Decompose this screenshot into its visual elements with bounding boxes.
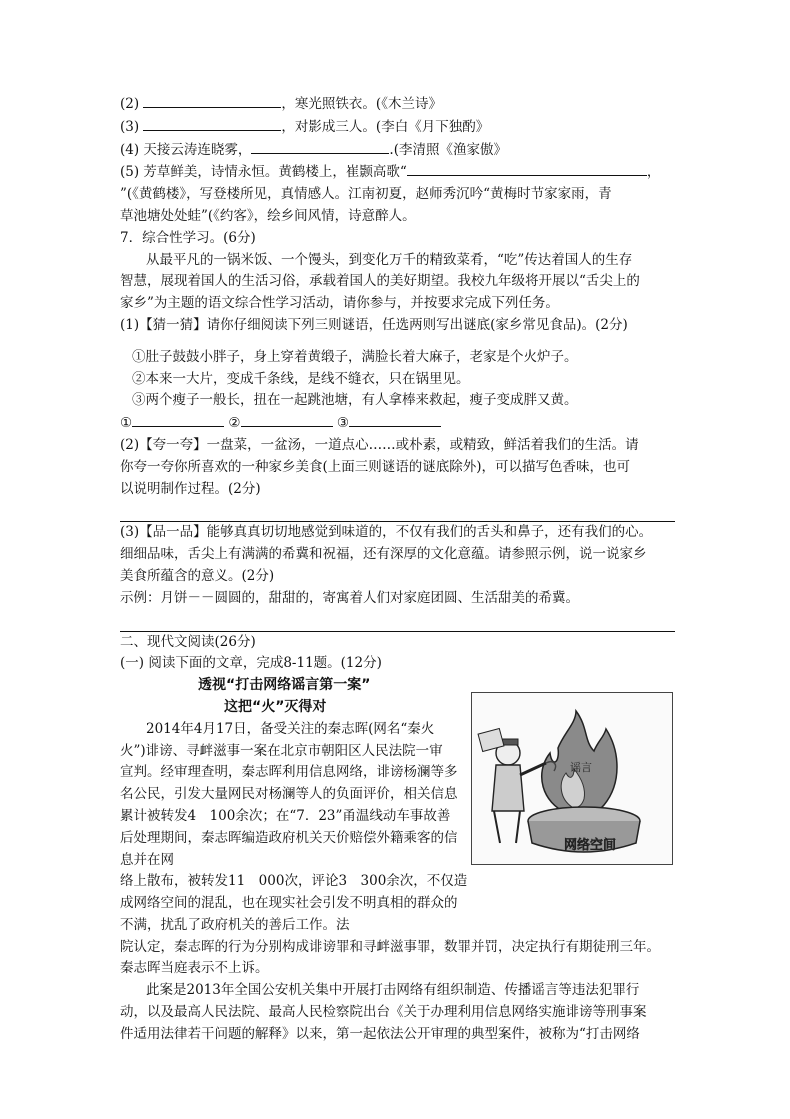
article-paragraph: 息并在网 [120,851,174,868]
answer-line[interactable] [120,500,675,522]
q7-sub3: 细细品味，舌尖上有满满的希冀和祝福，还有深厚的文化意蕴。请参照示例，说一说家乡 [120,546,647,563]
riddle-answers: ① ② ③ [120,412,675,435]
poem-q5-line3: 草池塘处处蛙”(《约客》，绘乡间风情，诗意醉人。 [120,207,416,224]
q7-intro: 从最平凡的一锅米饭、一个馒头，到变化万千的精致菜肴，“吃”传达着国人的生存 [146,251,633,268]
answer-blank[interactable] [143,93,281,108]
poem-q3: (3) ，对影成三人。(李白《月下独酌》 [120,116,675,139]
answer-line[interactable] [120,610,675,632]
poem-q4: (4) 天接云涛连晓雾， .(李清照《渔家傲》 [120,139,675,162]
article-paragraph: 件适用法律若干问题的解释》以来，第一起依法公开审理的典型案件，被称为“打击网络 [120,1025,640,1042]
q7-sub1: (1)【猜一猜】请你仔细阅读下列三则谜语，任选两则写出谜底(家乡常见食品)。(2分) [120,316,628,333]
cartoon-illustration [471,692,673,865]
q7-sub3: 美食所蕴含的意义。(2分) [120,567,275,584]
page-content [120,93,675,1046]
q7-heading: 7．综合性学习。(6分) [120,229,256,246]
answer-blank[interactable] [251,139,389,154]
article-paragraph: 不满，扰乱了政府机关的善后工作。法 [120,916,350,933]
answer-blank[interactable] [349,412,441,427]
article-paragraph: 动，以及最高人民法院、最高人民检察院出台《关于办理利用信息网络实施诽谤等刑事案 [120,1004,647,1021]
article-paragraph: 成网络空间的混乱，也在现实社会引发不明真相的群众的 [120,895,458,912]
answer-blank[interactable] [143,116,281,131]
q7-intro: 智慧，展现着国人的生活习俗，承载着国人的美好期望。我校九年级将开展以“舌尖上的 [120,273,640,290]
answer-blank[interactable] [241,412,333,427]
poem-q2: (2) ，寒光照铁衣。(《木兰诗》 [120,93,675,116]
article-paragraph: 络上散布，被转发11 000次，评论3 300余次，不仅造 [120,873,468,890]
article-subtitle: 这把“火”灭得对 [224,698,327,715]
article-paragraph: 此案是2013年全国公安机关集中开展打击网络有组织制造、传播谣言等违法犯罪行 [146,982,640,999]
poem-q5-line2: ”(《黄鹤楼》，写登楼所见，真情感人。江南初夏，赵师秀沉吟“黄梅时节家家雨，青 [120,186,612,203]
article-paragraph: 火”)诽谤、寻衅滋事一案在北京市朝阳区人民法院一审 [120,742,443,759]
q7-sub3: (3)【品一品】能够真真切切地感觉到味道的，不仅有我们的舌头和鼻子，还有我们的心。 [120,524,653,541]
riddle-3: ③两个瘦子一般长，扭在一起跳池塘，有人拿棒来救起，瘦子变成胖又黄。 [132,392,578,409]
poem-q5: (5) 芳草鲜美，诗情永恒。黄鹤楼上，崔颢高歌“ ， [120,161,675,184]
fire-label: 谣言 [570,761,592,774]
q7-sub2: (2)【夸一夸】一盘菜，一盆汤，一道点心……或朴素，或精致，鲜活着我们的生活。请 [120,436,639,453]
q7-sub2: 以说明制作过程。(2分) [120,480,261,497]
article-paragraph: 累计被转发4 100余次；在“7．23”甬温线动车事故善 [120,807,451,824]
q7-sub2: 你夸一夸你所喜欢的一种家乡美食(上面三则谜语的谜底除外)，可以描写色香味，也可 [120,458,631,475]
riddle-2: ②本来一大片，变成千条线，是线不缝衣，只在锅里见。 [132,370,470,387]
cartoon-svg [472,693,672,864]
basin-label: 网络空间 [564,838,617,853]
section2-part1: (一) 阅读下面的文章，完成8-11题。(12分) [120,655,382,672]
article-paragraph: 院认定，秦志晖的行为分别构成诽谤罪和寻衅滋事罪，数罪并罚，决定执行有期徒刑三年。 [120,938,660,955]
section2-heading: 二、现代文阅读(26分) [120,633,256,650]
q7-intro: 家乡”为主题的语文综合性学习活动，请你参与，并按要求完成下列任务。 [120,295,559,312]
article-paragraph: 名公民，引发大量网民对杨澜等人的负面评价，相关信息 [120,786,458,803]
q7-example: 示例：月饼－－圆圆的，甜甜的，寄寓着人们对家庭团圆、生活甜美的希冀。 [120,589,579,606]
riddle-1: ①肚子鼓鼓小胖子，身上穿着黄缎子，满脸长着大麻子，老家是个火炉子。 [132,348,578,365]
article-paragraph: 2014年4月17日，备受关注的秦志晖(网名“秦火 [146,720,435,737]
article-paragraph: 后处理期间，秦志晖编造政府机关天价赔偿外籍乘客的信 [120,829,458,846]
article-paragraph: 宣判。经审理查明，秦志晖利用信息网络，诽谤杨澜等多 [120,764,458,781]
answer-blank[interactable] [407,161,647,176]
answer-blank[interactable] [132,412,224,427]
article-title: 透视“打击网络谣言第一案” [198,677,371,694]
article-paragraph: 秦志晖当庭表示不上诉。 [120,960,269,977]
